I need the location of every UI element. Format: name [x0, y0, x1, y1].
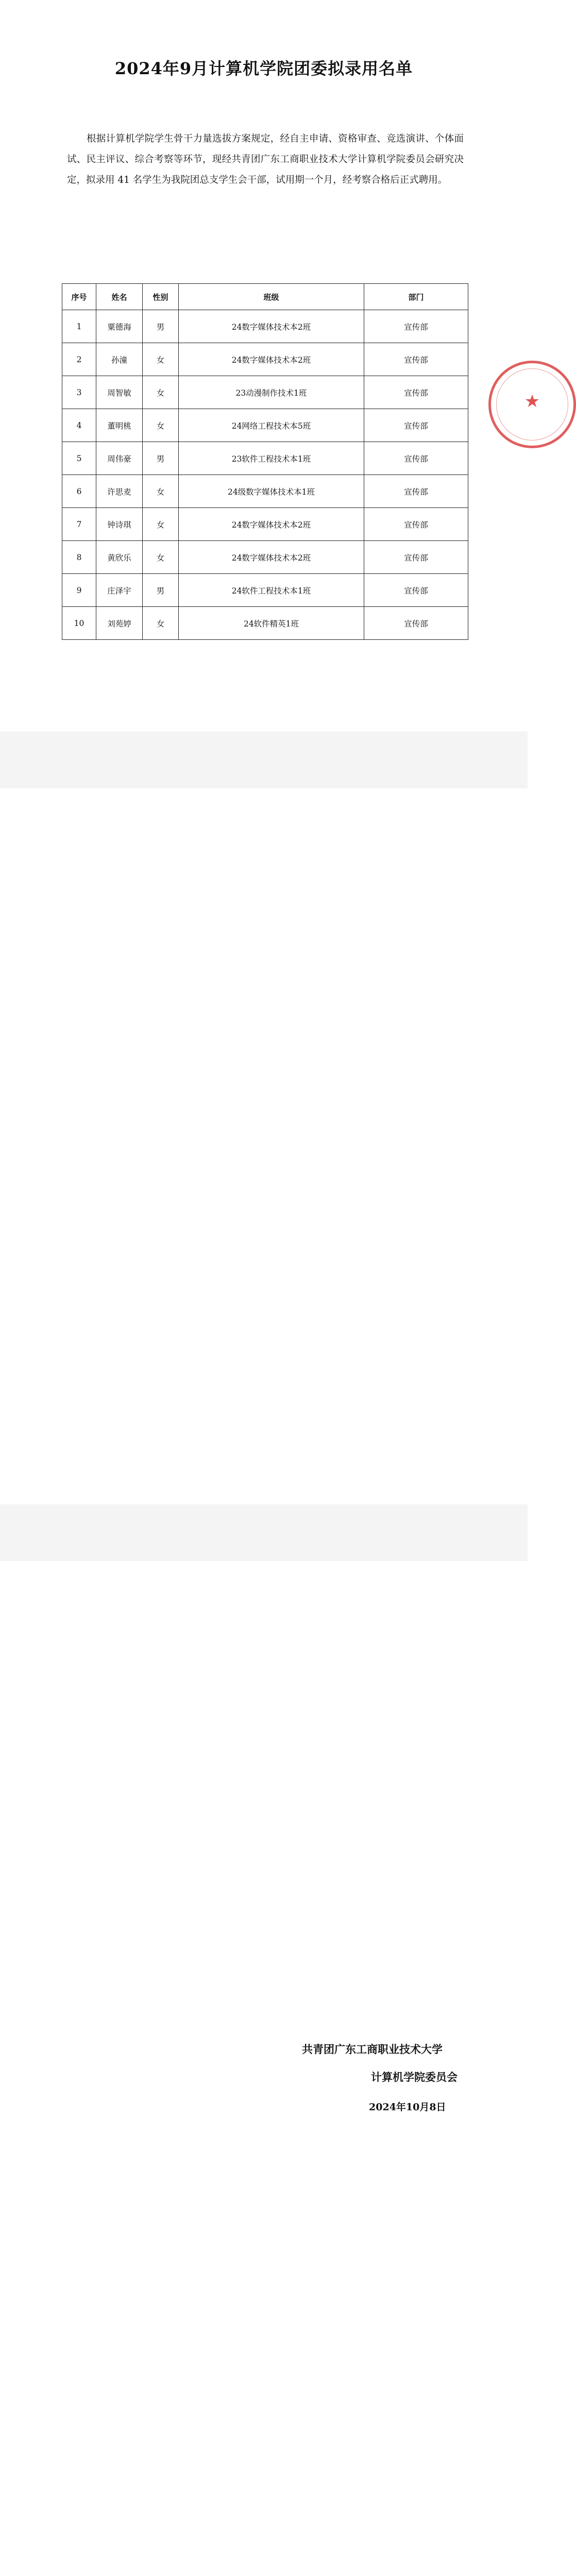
- page-gap: [0, 1504, 528, 1561]
- header-name: 姓名: [96, 284, 143, 310]
- cell-gender: 女: [143, 409, 179, 442]
- issuer-department: 计算机学院委员会: [371, 2071, 458, 2083]
- cell-number: 10: [62, 607, 96, 640]
- cell-department: 宣传部: [364, 508, 468, 541]
- cell-department: 宣传部: [364, 607, 468, 640]
- cell-gender: 女: [143, 541, 179, 574]
- cell-department: 宣传部: [364, 442, 468, 475]
- cell-number: 7: [62, 508, 96, 541]
- header-class: 班级: [179, 284, 364, 310]
- cell-class: 24数字媒体技术本2班: [179, 541, 364, 574]
- cell-name: 周智敏: [96, 376, 143, 409]
- cell-name: 刘苑婷: [96, 607, 143, 640]
- table-row: [62, 409, 468, 442]
- cell-name: 周伟豪: [96, 442, 143, 475]
- cell-department: 宣传部: [364, 541, 468, 574]
- roster-table-part-1: [62, 283, 468, 640]
- red-seal-stamp: [488, 361, 576, 448]
- document-page-2: [0, 788, 528, 1504]
- table-header-row: [62, 284, 468, 310]
- cell-number: 3: [62, 376, 96, 409]
- seal-star-icon: ★: [524, 391, 540, 412]
- table-row: [62, 442, 468, 475]
- table-row: [62, 376, 468, 409]
- cell-class: 24网络工程技术本5班: [179, 409, 364, 442]
- cell-name: 粟德海: [96, 310, 143, 343]
- cell-gender: 女: [143, 508, 179, 541]
- cell-number: 1: [62, 310, 96, 343]
- cell-name: 钟诗琪: [96, 508, 143, 541]
- cell-department: 宣传部: [364, 343, 468, 376]
- issue-date: 2024年10月8日: [369, 2102, 446, 2113]
- table-row: [62, 475, 468, 508]
- table-row: [62, 343, 468, 376]
- table-row: [62, 508, 468, 541]
- issuer-organization: 共青团广东工商职业技术大学: [302, 2043, 443, 2056]
- cell-name: 董明桃: [96, 409, 143, 442]
- cell-number: 8: [62, 541, 96, 574]
- header-department: 部门: [364, 284, 468, 310]
- cell-class: 24数字媒体技术本2班: [179, 343, 364, 376]
- cell-gender: 男: [143, 442, 179, 475]
- cell-department: 宣传部: [364, 310, 468, 343]
- cell-name: 孙潼: [96, 343, 143, 376]
- cell-name: 庄泽宇: [96, 574, 143, 607]
- cell-department: 宣传部: [364, 574, 468, 607]
- cell-class: 24数字媒体技术本2班: [179, 310, 364, 343]
- cell-class: 24软件工程技术本1班: [179, 574, 364, 607]
- cell-gender: 男: [143, 574, 179, 607]
- cell-gender: 女: [143, 343, 179, 376]
- cell-class: 24级数字媒体技术本1班: [179, 475, 364, 508]
- cell-number: 5: [62, 442, 96, 475]
- cell-name: 许思麦: [96, 475, 143, 508]
- header-number: 序号: [62, 284, 96, 310]
- cell-number: 2: [62, 343, 96, 376]
- cell-gender: 女: [143, 475, 179, 508]
- cell-class: 24数字媒体技术本2班: [179, 508, 364, 541]
- cell-number: 4: [62, 409, 96, 442]
- cell-number: 6: [62, 475, 96, 508]
- page-gap: [0, 732, 528, 788]
- table-row: [62, 310, 468, 343]
- cell-gender: 女: [143, 376, 179, 409]
- table-row: [62, 574, 468, 607]
- cell-department: 宣传部: [364, 409, 468, 442]
- cell-number: 9: [62, 574, 96, 607]
- cell-class: 24软件精英1班: [179, 607, 364, 640]
- cell-class: 23动漫制作技术1班: [179, 376, 364, 409]
- header-gender: 性别: [143, 284, 179, 310]
- cell-department: 宣传部: [364, 376, 468, 409]
- cell-gender: 男: [143, 310, 179, 343]
- cell-department: 宣传部: [364, 475, 468, 508]
- intro-paragraph: 根据计算机学院学生骨干力量选拔方案规定，经自主申请、资格审查、竞选演讲、个体面试、民主评议、综合考察等环节，现经共青团广东工商职业技术大学计算机学院委员会研究决定，拟录用 41 名学生为我院团总支学生会干部，试用期一个月，经考察合格后正式聘用。: [67, 133, 464, 185]
- table-row: [62, 541, 468, 574]
- cell-class: 23软件工程技术本1班: [179, 442, 364, 475]
- document-page-1: [0, 0, 540, 732]
- document-page-3: [0, 1561, 528, 2260]
- cell-name: 黄欣乐: [96, 541, 143, 574]
- cell-gender: 女: [143, 607, 179, 640]
- document-title: 2024年9月计算机学院团委拟录用名单: [114, 59, 413, 78]
- table-row: [62, 607, 468, 640]
